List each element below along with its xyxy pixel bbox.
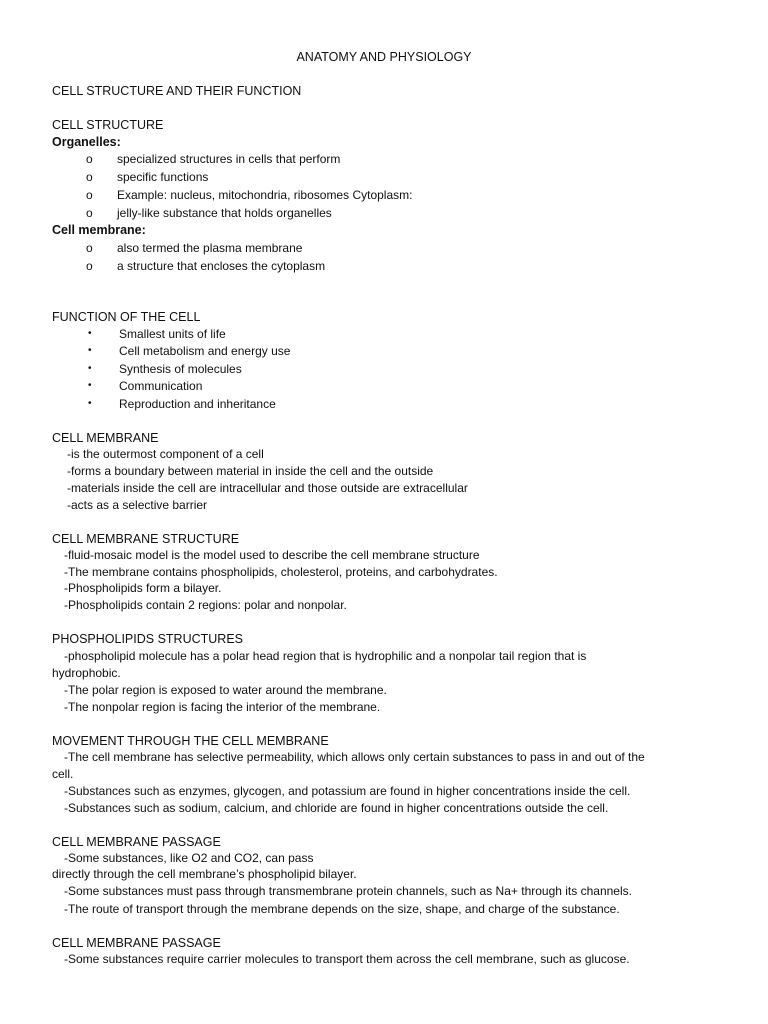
paragraph-line: -phospholipid molecule has a polar head region that is hydrophilic and a nonpolar tail region that is: [64, 649, 587, 663]
circle-bullet-icon: o: [86, 170, 93, 184]
circle-bullet-icon: o: [86, 188, 93, 202]
list-item: o a structure that encloses the cytoplasm: [86, 259, 326, 273]
organelles-label: Organelles:: [52, 135, 121, 149]
paragraph-line: -Substances such as sodium, calcium, and chloride are found in higher concentrations outside the cell.: [64, 801, 609, 815]
paragraph-line: -is the outermost component of a cell: [67, 447, 264, 461]
paragraph-line: -The route of transport through the membrane depends on the size, shape, and charge of the substance.: [64, 902, 620, 916]
list-item: o Example: nucleus, mitochondria, ribosomes Cytoplasm:: [86, 188, 413, 202]
circle-bullet-icon: o: [86, 241, 93, 255]
paragraph-line: -The membrane contains phospholipids, cholesterol, proteins, and carbohydrates.: [64, 565, 498, 579]
section-main-heading: CELL STRUCTURE AND THEIR FUNCTION: [52, 84, 302, 98]
circle-bullet-icon: o: [86, 259, 93, 273]
cell-structure-heading: CELL STRUCTURE: [52, 118, 164, 132]
membrane-structure-heading: CELL MEMBRANE STRUCTURE: [52, 532, 240, 546]
list-item: o specific functions: [86, 170, 209, 184]
paragraph-line: -Some substances, like O2 and CO2, can pass: [64, 851, 314, 865]
paragraph-line: -The cell membrane has selective permeability, which allows only certain substances to pass in and out of the: [64, 750, 645, 764]
bullet-icon: •: [88, 328, 92, 339]
paragraph-line: -Substances such as enzymes, glycogen, and potassium are found in higher concentrations inside the cell.: [64, 784, 631, 798]
paragraph-line: directly through the cell membrane’s phospholipid bilayer.: [52, 867, 357, 881]
paragraph-line: -Phospholipids form a bilayer.: [64, 581, 222, 595]
list-item: • Communication: [88, 379, 203, 393]
bullet-icon: •: [88, 345, 92, 356]
function-heading: FUNCTION OF THE CELL: [52, 310, 201, 324]
membrane-passage-heading: CELL MEMBRANE PASSAGE: [52, 835, 221, 849]
paragraph-line: -acts as a selective barrier: [67, 498, 208, 512]
paragraph-line: -The polar region is exposed to water around the membrane.: [64, 683, 387, 697]
list-item: • Cell metabolism and energy use: [88, 344, 291, 358]
paragraph-line: cell.: [52, 767, 74, 781]
paragraph-line: -Phospholipids contain 2 regions: polar and nonpolar.: [64, 598, 347, 612]
cell-membrane-heading: CELL MEMBRANE: [52, 431, 159, 445]
paragraph-line: -materials inside the cell are intracellular and those outside are extracellular: [67, 481, 468, 495]
paragraph-line: -Some substances require carrier molecules to transport them across the cell membrane, such as glucose.: [64, 952, 630, 966]
circle-bullet-icon: o: [86, 206, 93, 220]
list-item: • Smallest units of life: [88, 327, 226, 341]
list-item: • Synthesis of molecules: [88, 362, 242, 376]
list-item: • Reproduction and inheritance: [88, 397, 276, 411]
paragraph-line: -fluid-mosaic model is the model used to describe the cell membrane structure: [64, 548, 480, 562]
bullet-icon: •: [88, 398, 92, 409]
paragraph-line: -The nonpolar region is facing the interior of the membrane.: [64, 700, 381, 714]
circle-bullet-icon: o: [86, 152, 93, 166]
membrane-passage-heading-2: CELL MEMBRANE PASSAGE: [52, 936, 221, 950]
paragraph-line: -Some substances must pass through transmembrane protein channels, such as Na+ through its channels.: [64, 884, 632, 898]
list-item: o specialized structures in cells that perform: [86, 152, 341, 166]
movement-heading: MOVEMENT THROUGH THE CELL MEMBRANE: [52, 734, 329, 748]
paragraph-line: -forms a boundary between material in inside the cell and the outside: [67, 464, 434, 478]
bullet-icon: •: [88, 380, 92, 391]
list-item: o also termed the plasma membrane: [86, 241, 303, 255]
document-title: ANATOMY AND PHYSIOLOGY: [296, 50, 472, 64]
paragraph-line: hydrophobic.: [52, 666, 121, 680]
list-item: o jelly-like substance that holds organelles: [86, 206, 332, 220]
cell-membrane-label: Cell membrane:: [52, 223, 146, 237]
bullet-icon: •: [88, 363, 92, 374]
phospholipids-heading: PHOSPHOLIPIDS STRUCTURES: [52, 632, 244, 646]
